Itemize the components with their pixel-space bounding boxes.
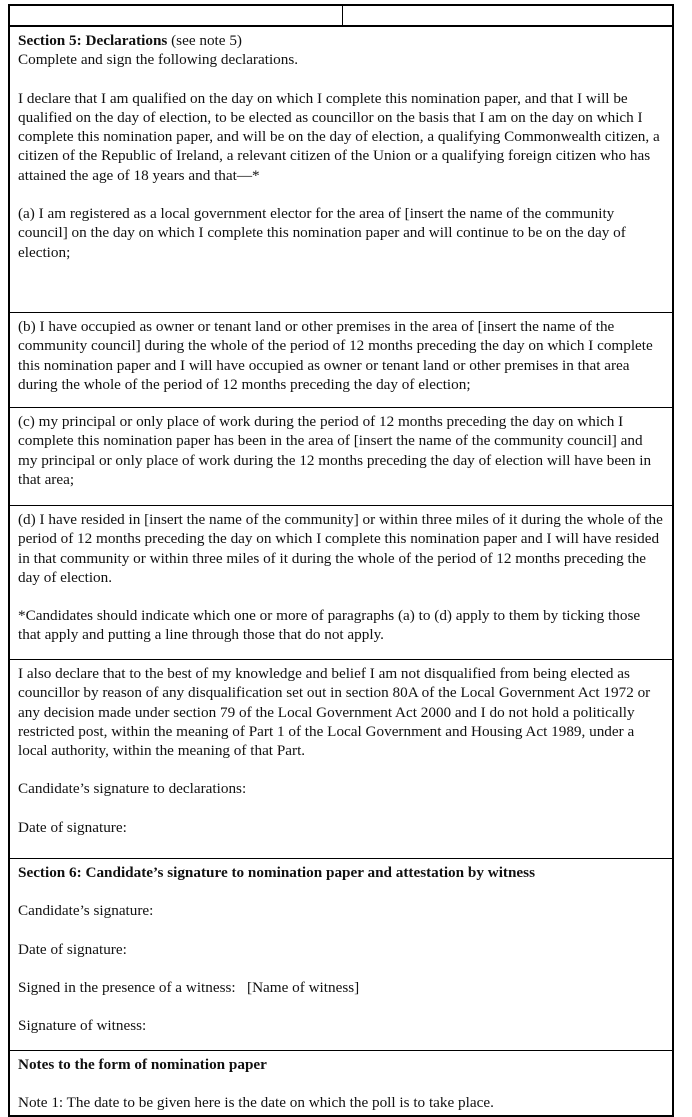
paragraph-b: (b) I have occupied as owner or tenant land or other premises in the area of [insert the name of the community council] during the whole of the period of 12 months preceding the day on which I complete this nomination paper and I will have occupied as owner or tenant land or other premises in that area during the whole of the period of 12 months preceding the day of election; xyxy=(18,318,653,393)
nomination-form xyxy=(8,4,674,1117)
table-column-divider xyxy=(342,6,343,25)
notes-heading xyxy=(18,1055,664,1074)
section5-intro-block xyxy=(10,27,672,313)
asterisk-note: *Candidates should indicate which one or more of paragraphs (a) to (d) apply to them by ticking those that apply and putting a line through those that do not apply. xyxy=(18,607,641,644)
section5-heading xyxy=(18,31,664,50)
top-table-row xyxy=(10,6,672,27)
paragraph-c: (c) my principal or only place of work during the period of 12 months preceding the day on which I complete this nomination paper has been in the area of [insert the name of the community council] and my principal or only place of work during the 12 months preceding the day of election will have been in that area; xyxy=(18,413,652,488)
section6-title: Section 6: Candidate’s signature to nomination paper and attestation by witness xyxy=(18,864,535,881)
section6-heading xyxy=(18,863,664,882)
section6-block xyxy=(10,859,672,1051)
notes-block xyxy=(10,1051,672,1115)
candidate-signature-label: Candidate’s signature: xyxy=(18,902,154,920)
disqualification-declaration: I also declare that to the best of my knowledge and belief I am not disqualified from being elected as councillor by reason of any disqualification set out in section 80A of the Local Government Act 1972 or any decision made under section 79 of the Local Government Act 2000 and I do not hold a politically restricted post, within the meaning of Part 1 of the Local Government and Housing Act 1989, under a local authority, within the meaning of that Part. xyxy=(18,665,651,760)
disqualification-block xyxy=(10,660,672,859)
notes-title: Notes to the form of nomination paper xyxy=(18,1056,267,1073)
paragraph-c-block xyxy=(10,408,672,506)
note-1: Note 1: The date to be given here is the date on which the poll is to take place. xyxy=(18,1094,494,1112)
section6-date-label: Date of signature: xyxy=(18,940,127,958)
paragraph-a: (a) I am registered as a local government elector for the area of [insert the name of the community council] on the day on which I complete this nomination paper and will continue to be on the day of election; xyxy=(18,205,626,261)
paragraph-b-block xyxy=(10,313,672,408)
witness-signature-label: Signature of witness: xyxy=(18,1017,147,1035)
declaration-signature-label: Candidate’s signature to declarations: xyxy=(18,780,247,798)
section5-declaration-intro: I declare that I am qualified on the day on which I complete this nomination paper, and that I will be qualified on the day of election, to be elected as councillor on the basis that I am on the day on which I complete this nomination paper, and will be on the day of election, a qualifying Commonwealth citizen, a citizen of the Republic of Ireland, a relevant citizen of the Union or a qualifying foreign citizen who has attained the age of 18 years and that—* xyxy=(18,89,660,184)
paragraph-d: (d) I have resided in [insert the name of the community] or within three miles of it during the whole of the period of 12 months preceding the day on which I complete this nomination paper and I will have resided in that community or within three miles of it during the whole of the period of 12 months preceding the day of election. xyxy=(18,511,663,586)
paragraph-d-block xyxy=(10,506,672,660)
witness-name-label: Signed in the presence of a witness: [Name of witness] xyxy=(18,978,360,996)
section5-title: Section 5: Declarations xyxy=(18,32,168,49)
declaration-date-label: Date of signature: xyxy=(18,818,127,836)
section5-title-note: (see note 5) xyxy=(167,32,242,49)
section5-instruction: Complete and sign the following declarations. xyxy=(18,51,299,69)
